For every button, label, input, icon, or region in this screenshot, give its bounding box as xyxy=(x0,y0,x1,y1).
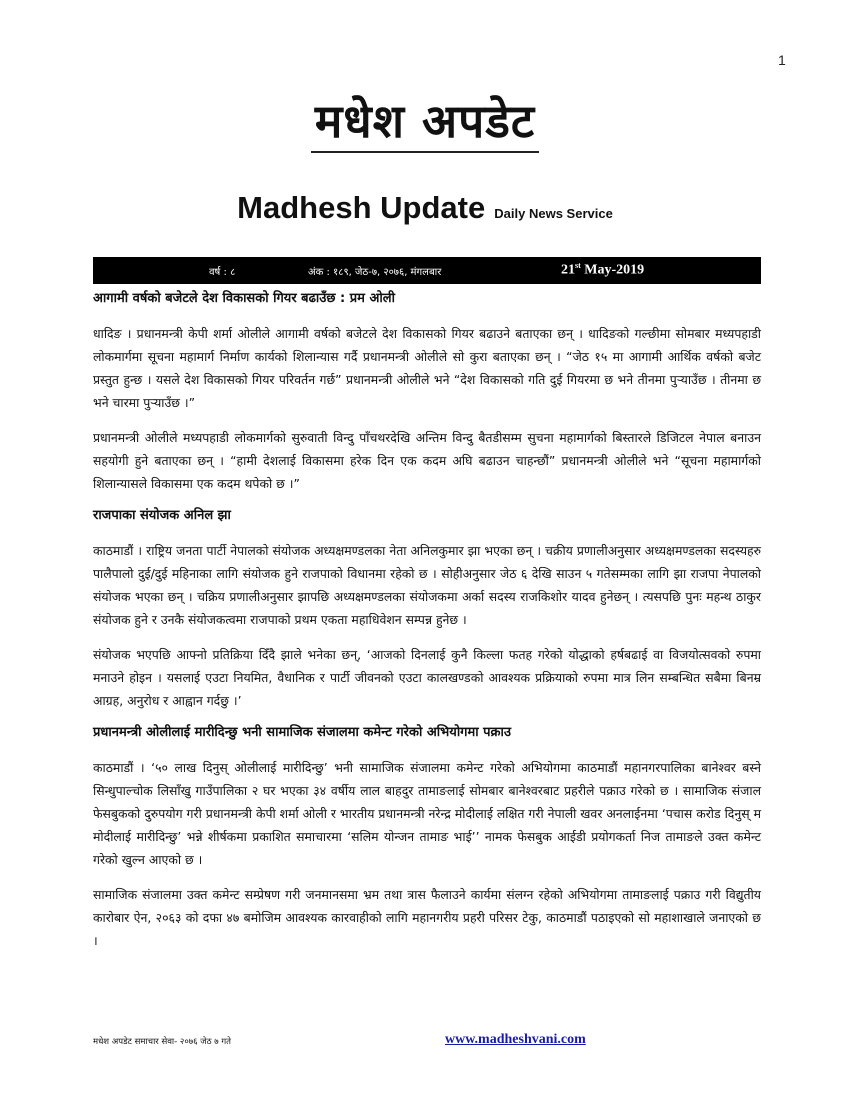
masthead-tagline: Daily News Service xyxy=(494,206,613,221)
page-number: 1 xyxy=(778,52,786,68)
article-paragraph: सामाजिक संजालमा उक्त कमेन्ट सम्प्रेषण गरी जनमानसमा भ्रम तथा त्रास फैलाउने कार्यमा संलग्न रहेको अभियोगमा तामाङलाई पक्राउ गरी विद्युतीय कारोबार ऐन, २०६३ को दफा ४७ बमोजिम आवश्यक कारवाहीको लागि महानगरीय प्रहरी परिसर टेकु, काठमाडौं पठाइएको सो महाशाखाले जनाएको छ । xyxy=(93,887,761,948)
issue-date-rest: May-2019 xyxy=(580,262,645,278)
masthead-nepali xyxy=(0,96,850,153)
article xyxy=(93,507,761,712)
article-headline: प्रधानमन्त्री ओलीलाई मारीदिन्छु भनी सामाजिक संजालमा कमेन्ट गरेको अभियोगमा पक्राउ xyxy=(93,725,512,740)
masthead-english xyxy=(0,190,850,226)
article xyxy=(93,290,761,495)
article-headline: राजपाका संयोजक अनिल झा xyxy=(93,508,231,523)
masthead-english-title: Madhesh Update xyxy=(237,190,486,225)
article-headline: आगामी वर्षको बजेटले देश विकासको गियर बढाउँछ : प्रम ओली xyxy=(93,291,395,306)
issue-date-day: 21 xyxy=(561,262,575,278)
issue-year: वर्ष : ८ xyxy=(209,267,236,278)
issue-number: अंक : १८९, जेठ-७, २०७६, मंगलबार xyxy=(308,267,442,278)
footer-website-link[interactable]: www.madheshvani.com xyxy=(445,1032,586,1047)
footer-service-text: मधेश अपडेट समाचार सेवा- २०७६ जेठ ७ गते xyxy=(93,1037,231,1047)
page-footer xyxy=(93,1034,761,1050)
issue-date xyxy=(561,261,644,279)
article-paragraph: काठमाडौं । ‘५० लाख दिनुस् ओलीलाई मारीदिन्छु’ भनी सामाजिक संजालमा कमेन्ट गरेको अभियोगमा काठमाडौं महानगरपालिका बानेश्वर बस्ने सिन्धुपाल्चोक लिसाँखु गाउँपालिका २ घर भएका ३४ वर्षीय लाल बाहदुर तामाङलाई सोमबार बानेश्वरबाट प्रहरीले पक्राउ गरेको छ । सामाजिक संजाल फेसबुकको दुरुपयोग गरी प्रधानमन्त्री केपी शर्मा ओली र भारतीय प्रधानमन्त्री नरेन्द्र मोदीलाई लक्षित गरी नेपाली खवर अनलाईनमा ‘पचास करोड दिनुस् म मोदीलाई मारीदिन्छु’ भन्ने शीर्षकमा प्रकाशित समाचारमा ‘सलिम योन्जन तामाङ भाई’’ नामक फेसबुक आईडी प्रयोगकर्ता निज तामाङले उक्त कमेन्ट गरेको खुल्न आएको छ । xyxy=(93,760,761,867)
issue-date-suffix: st xyxy=(575,261,581,270)
article-paragraph: संयोजक भएपछि आफ्नो प्रतिक्रिया दिँदै झाले भनेका छन्, ‘आजको दिनलाई कुनै किल्ला फतह गरेको योद्धाको हर्षबढाई वा विजयोत्सवको रुपमा मनाउने होइन । यसलाई एउटा नियमित, वैधानिक र पार्टी जीवनको एउटा कालखण्डको आवश्यक प्रक्रियाको रुपमा मात्र लिन सम्बन्धित सबैमा बिनम्र आग्रह, अनुरोध र आह्वान गर्दछु ।’ xyxy=(93,647,761,708)
article xyxy=(93,724,761,952)
article-paragraph: प्रधानमन्त्री ओलीले मध्यपहाडी लोकमार्गको सुरुवाती विन्दु पाँचथरदेखि अन्तिम विन्दु बैतडीसम्म सुचना महामार्गको बिस्तारले डिजिटल नेपाल बनाउन सहयोगी हुने बताएका छन् । “हामी देशलाई विकासमा हरेक दिन एक कदम अघि बढाउन चाहन्छौं” प्रधानमन्त्री ओलीले भने “सूचना महामार्गको शिलान्यासले विकासमा एक कदम थपेको छ ।” xyxy=(93,430,761,491)
issue-bar xyxy=(93,257,761,284)
news-content xyxy=(93,288,761,964)
article-paragraph: काठमाडौं । राष्ट्रिय जनता पार्टी नेपालको संयोजक अध्यक्षमण्डलका नेता अनिलकुमार झा भएका छन् । चक्रीय प्रणालीअनुसार अध्यक्षमण्डलका सदस्यहरु पालैपालो दुई/दुई महिनाका लागि संयोजक हुने राजपाको विधानमा रहेको छ । सोहीअनुसार जेठ ६ देखि साउन ५ गतेसम्मका लागि झा राजपा नेपालको संयोजक भएका छन् । चक्रिय प्रणालीअनुसार झापछि अध्यक्षमण्डलका संयोजकमा अर्का सदस्य राजकिशोर यादव हुनेछन् । त्यसपछि पुनः महन्थ ठाकुर संयोजक हुने र उनकै संयोजकत्वमा राजपाको प्रथम एकता महाधिवेशन सम्पन्न हुनेछ । xyxy=(93,543,761,627)
article-paragraph: धादिङ । प्रधानमन्त्री केपी शर्मा ओलीले आगामी वर्षको बजेटले देश विकासको गियर बढाउने बताएका छन् । धादिङको गल्छीमा सोमबार मध्यपहाडी लोकमार्गमा सूचना महामार्ग निर्माण कार्यको शिलान्यास गर्दै प्रधानमन्त्री ओलीले सो कुरा बताएका छन् । “जेठ १५ मा आगामी आर्थिक वर्षको बजेट प्रस्तुत हुन्छ । यसले देश विकासको गियर परिवर्तन गर्छ” प्रधानमन्त्री ओलीले भने “देश विकासको गति दुई गियरमा छ भने तीनमा पुऱ्याउँछ । तीनमा छ भने चारमा पुऱ्याउँछ ।” xyxy=(93,326,761,410)
masthead-nepali-title: मधेश अपडेट xyxy=(311,96,539,153)
